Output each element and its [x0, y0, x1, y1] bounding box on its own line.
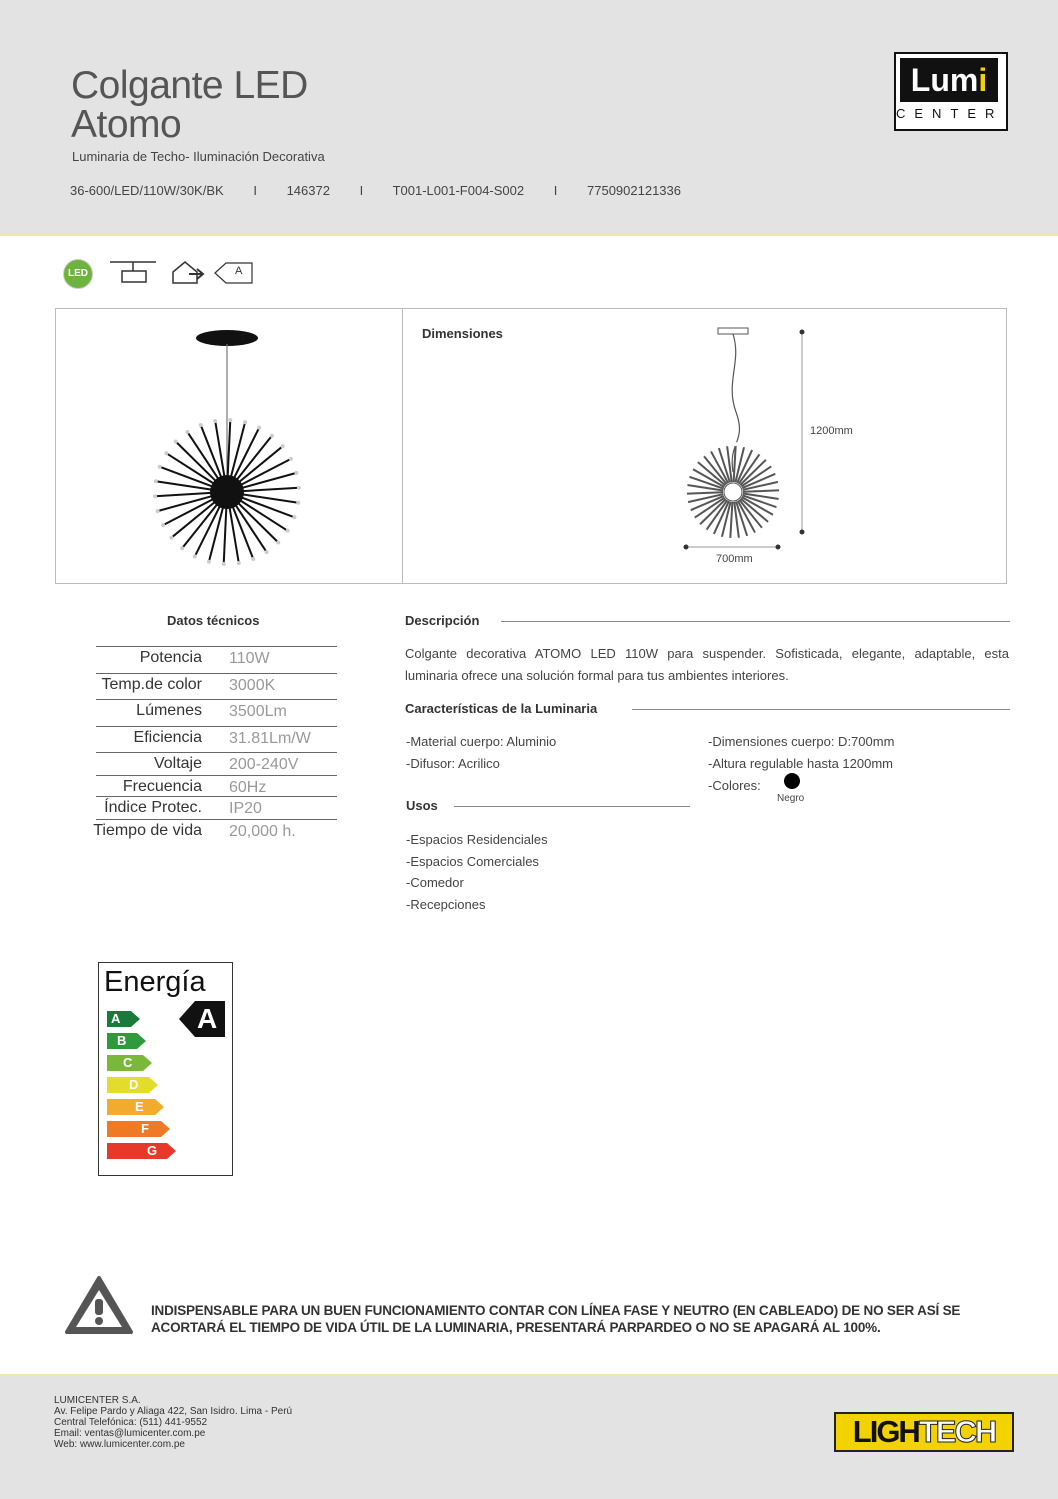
tech-data-row: [96, 752, 337, 777]
color-name: Negro: [777, 793, 805, 804]
warning-text: INDISPENSABLE PARA UN BUEN FUNCIONAMIENTO CONTAR CON LÍNEA FASE Y NEUTRO (EN CABLEADO) DE NO SER ASÍ SE ACORTARÁ EL TIEMPO DE VIDA ÚTIL DE LA LUMINARIA, PRESENTARÁ PARPARDEO O NO SE APAGARÁ AL 100%.: [151, 1303, 961, 1335]
company-web: Web: www.lumicenter.com.pe: [54, 1439, 185, 1450]
description-text: Colgante decorativa ATOMO LED 110W para suspender. Sofisticada, elegante, adaptable, esta luminaria ofrece una solución formal para tus ambientes interiores.: [405, 646, 1009, 683]
separator: I: [253, 183, 257, 198]
separator: I: [553, 183, 558, 198]
lumicenter-logo: Lumi CENTER: [894, 52, 1008, 131]
tech-data-key: Índice Protec.: [104, 799, 202, 816]
tech-data-value: 20,000 h.: [229, 823, 296, 840]
page-title: Colgante LED Atomo: [71, 64, 308, 146]
product-classification: T001-L001-F004-S002: [392, 183, 525, 198]
color-swatch: [784, 773, 800, 789]
tech-data-row: [96, 673, 337, 698]
company-address: Av. Felipe Pardo y Aliaga 422, San Isidro. Lima - Perú: [54, 1406, 293, 1417]
tech-data-row: [96, 699, 337, 724]
use-item: -Recepciones: [406, 896, 486, 912]
energy-class-bar: B: [107, 1033, 147, 1049]
energy-class-bar: C: [107, 1055, 153, 1071]
features-left-list: [406, 731, 556, 775]
product-code: 146372: [286, 183, 330, 198]
tech-data-value: 200-240V: [229, 756, 299, 773]
company-email: Email: ventas@lumicenter.com.pe: [54, 1428, 206, 1439]
features-heading: Características de la Luminaria: [405, 701, 598, 716]
pendant-lamp-photo: [140, 320, 315, 570]
tech-data-value: IP20: [229, 800, 262, 817]
product-barcode: 7750902121336: [587, 183, 681, 198]
tech-data-heading: Datos técnicos: [167, 613, 260, 628]
lightech-logo: LIGHTECH: [834, 1412, 1014, 1452]
energy-title: Energía: [104, 966, 206, 998]
width-dimension-label: 700mm: [716, 553, 753, 565]
energy-class-bar: G: [107, 1143, 177, 1159]
feature-item: -Altura regulable hasta 1200mm: [708, 756, 893, 771]
energy-label: [98, 962, 233, 1176]
pendant-mount-icon: [108, 259, 158, 285]
dimension-drawing: [670, 322, 820, 562]
description-heading: Descripción: [405, 613, 480, 628]
product-codes: [70, 183, 707, 198]
tech-data-value: 3500Lm: [229, 703, 287, 720]
energy-class-bar: A: [107, 1011, 141, 1027]
use-item: -Espacios Comerciales: [406, 853, 539, 869]
tech-data-key: Potencia: [139, 649, 202, 666]
energy-class-tag-icon: A: [214, 262, 254, 289]
separator: I: [359, 183, 364, 198]
product-reference: 36-600/LED/110W/30K/BK: [70, 183, 224, 198]
energy-class-bar: E: [107, 1099, 165, 1115]
tech-data-value: 60Hz: [229, 779, 267, 796]
use-item: -Comedor: [406, 875, 464, 890]
tech-data-value: 31.81Lm/W: [229, 730, 311, 747]
divider: [96, 819, 337, 820]
tech-data-key: Frecuencia: [122, 778, 202, 795]
feature-item: -Dimensiones cuerpo: D:700mm: [708, 734, 895, 749]
tech-data-key: Eficiencia: [133, 729, 202, 746]
company-info: [54, 1395, 292, 1450]
energy-rating-arrow: A: [179, 1001, 225, 1042]
divider: [501, 621, 1010, 622]
tech-data-row: [93, 819, 337, 844]
uses-heading: Usos: [406, 798, 438, 813]
company-phone: Central Telefónica: (511) 441-9552: [54, 1417, 208, 1428]
page-subtitle: Luminaria de Techo- Iluminación Decorativa: [72, 149, 325, 164]
tech-data-row: [96, 726, 337, 751]
warning-icon: [64, 1275, 134, 1335]
tech-data-key: Temp.de color: [101, 676, 202, 693]
tech-data-row: [96, 796, 337, 821]
height-dimension-label: 1200mm: [810, 425, 853, 437]
tech-data-row: [96, 646, 337, 671]
uses-list: [406, 829, 548, 915]
tech-data-key: Lúmenes: [136, 702, 202, 719]
indoor-use-icon: [170, 259, 206, 285]
dimensions-heading: Dimensiones: [422, 326, 503, 341]
tech-data-value: 3000K: [229, 677, 276, 694]
tech-data-key: Tiempo de vida: [93, 822, 202, 839]
led-badge-icon: LED: [63, 259, 93, 289]
energy-class-bar: D: [107, 1077, 159, 1093]
features-right-list: [708, 731, 894, 797]
feature-item: -Material cuerpo: Aluminio: [406, 734, 557, 749]
energy-class-bar: F: [107, 1121, 171, 1137]
company-name: LUMICENTER S.A.: [54, 1395, 141, 1406]
use-item: -Espacios Residenciales: [406, 832, 548, 847]
feature-item: -Difusor: Acrilico: [406, 756, 500, 771]
tech-data-value: 110W: [229, 650, 270, 667]
divider: [632, 709, 1010, 710]
tech-data-key: Voltaje: [153, 755, 202, 772]
divider: [454, 806, 690, 807]
feature-item: -Colores:: [708, 778, 761, 793]
